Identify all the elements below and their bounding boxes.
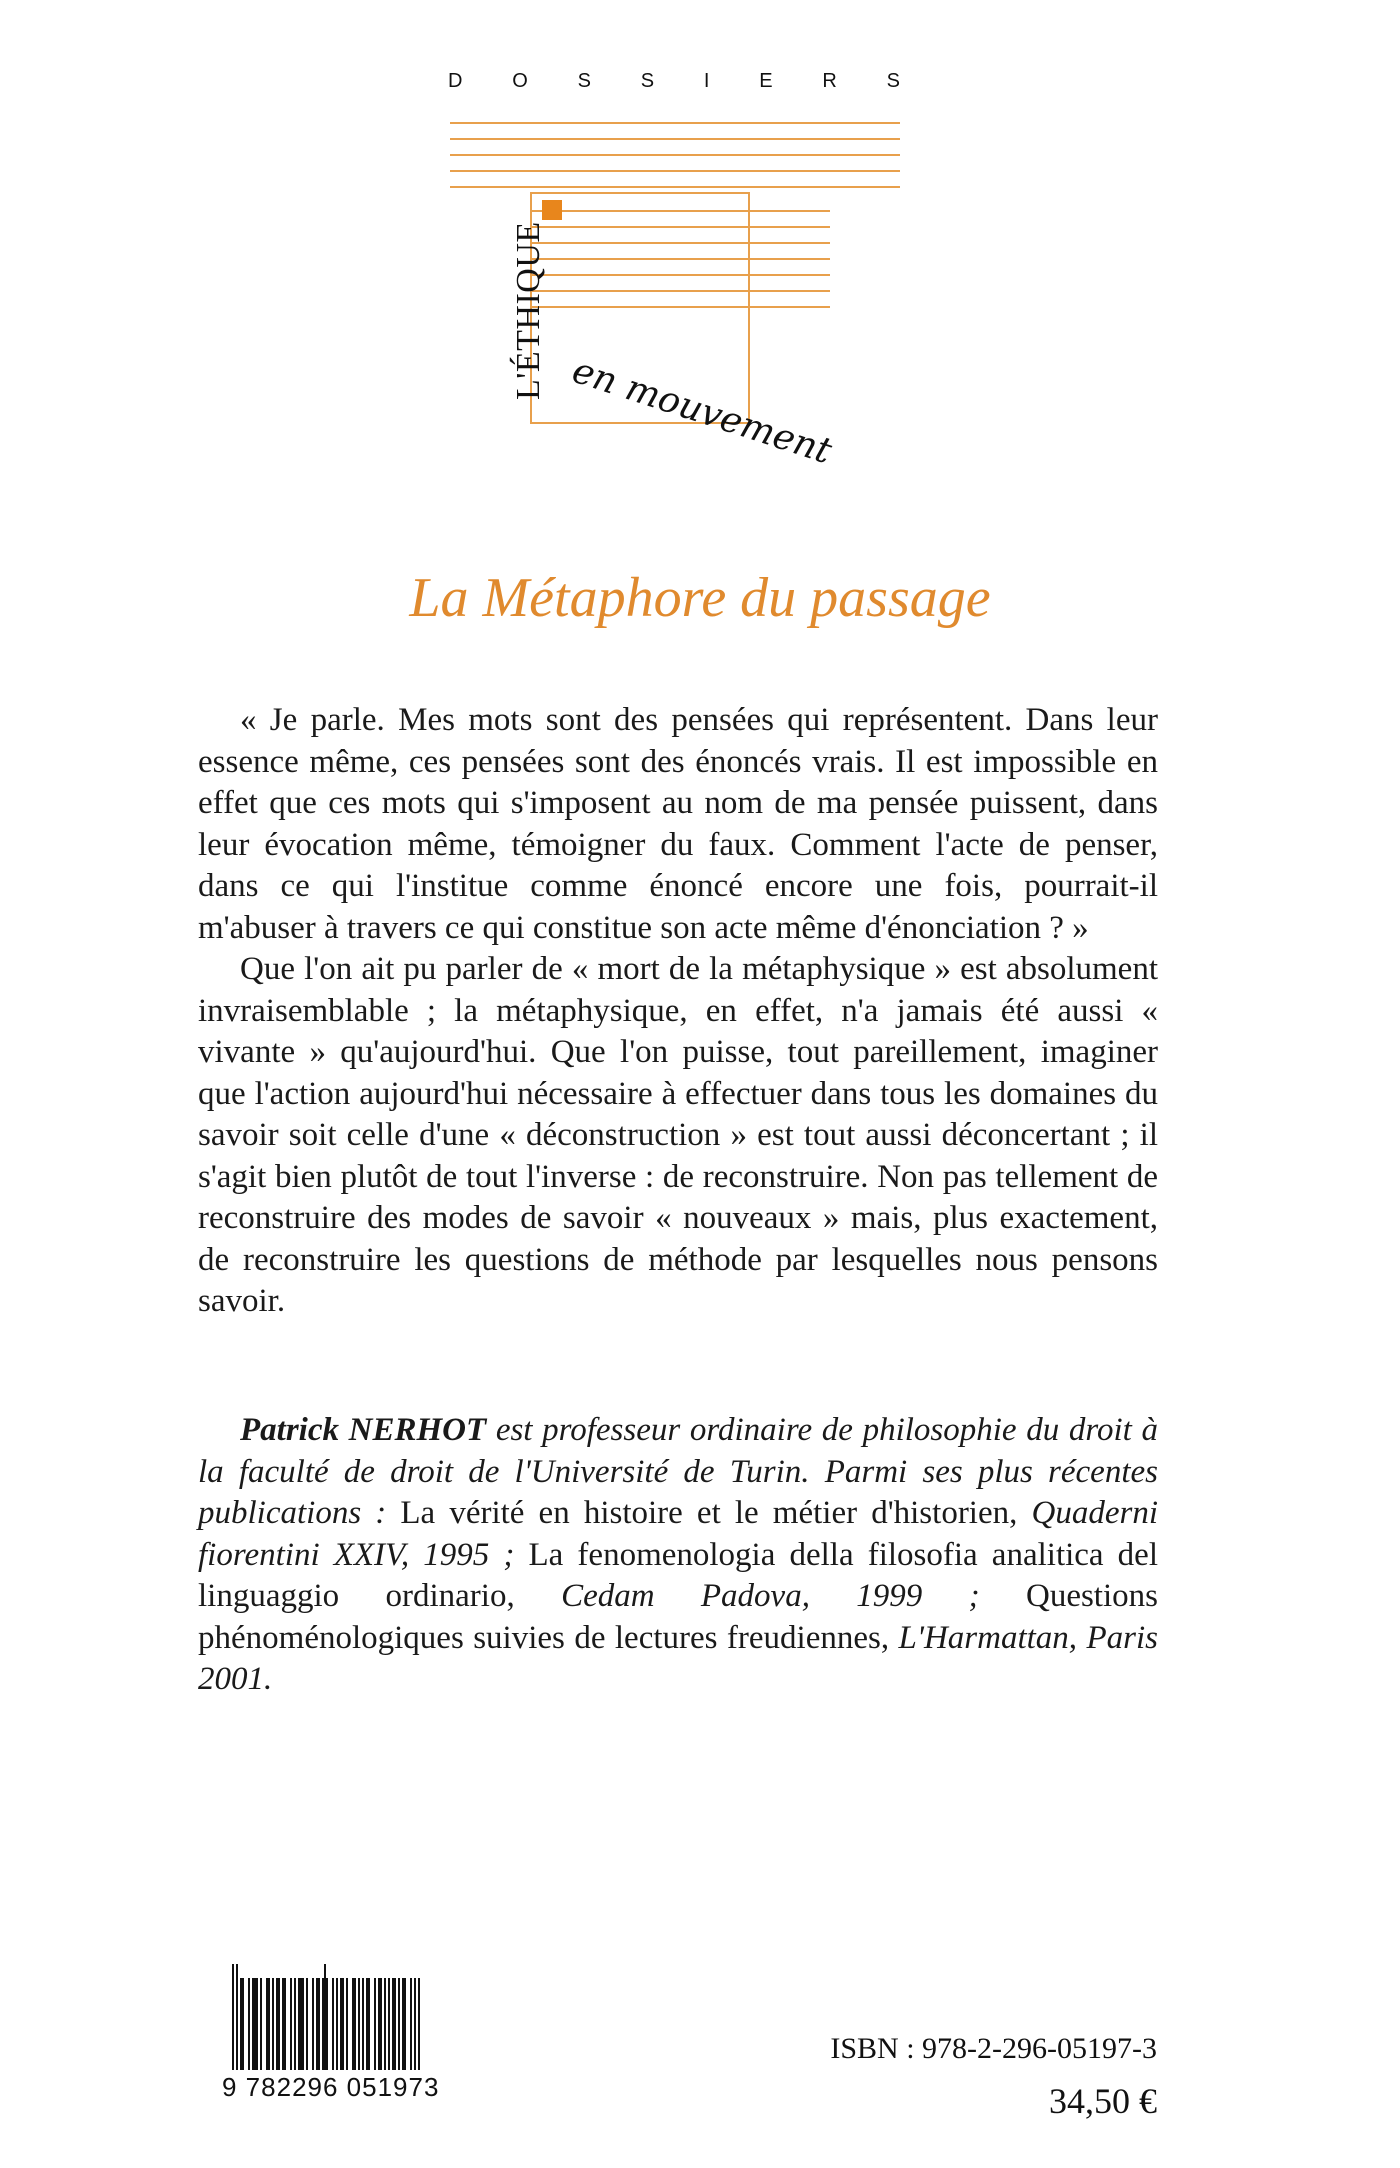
barcode [222, 1964, 454, 2103]
series-letter: E [759, 70, 773, 92]
publication-title: La vérité en histoire et le métier d'historien, [400, 1495, 1018, 1531]
logo-stripe [530, 306, 830, 308]
logo-script-text: en mouvement [567, 350, 837, 473]
blurb-paragraph: Que l'on ait pu parler de « mort de la métaphysique » est absolument invraisemblable ; la métaphysique, en effet, n'a jamais été aussi « vivante » qu'aujourd'hui. Que l'on puisse, tout pareillement, imaginer que l'action aujourd'hui nécessaire à effectuer dans tous les domaines du savoir soit celle d'une « déconstruction » est tout aussi déconcertant ; il s'agit bien plutôt de tout l'inverse : de reconstruire. Non pas tellement de reconstruire des modes de savoir « nouveaux » mais, plus exactement, de reconstruire les questions de méthode par lesquelles nous pensons savoir. [198, 951, 1158, 1319]
logo-stripe [530, 242, 830, 244]
logo-stripe [450, 138, 900, 140]
author-bio-paragraph [198, 1410, 1158, 1701]
book-title: La Métaphore du passage [409, 567, 991, 629]
publication-source: L'Harmattan, Paris 2001. [198, 1619, 1158, 1697]
collection-logo [450, 122, 900, 473]
isbn: ISBN : 978-2-296-05197-3 [830, 2032, 1157, 2065]
logo-stripe [530, 226, 830, 228]
author-bio-intro: est professeur ordinaire de philosophie du droit à la faculté de droit de l'Université de Turin. Parmi ses plus récentes publications : [198, 1412, 1158, 1531]
price: 34,50 € [1049, 2081, 1157, 2121]
series-letter: S [577, 70, 591, 92]
series-label [448, 70, 900, 93]
author-bio [198, 1410, 1158, 1701]
publication-source: Quaderni fiorentini XXIV, 1995 ; [198, 1495, 1158, 1573]
series-letter: O [512, 70, 528, 92]
logo-stripe [450, 170, 900, 172]
series-letter: S [886, 70, 900, 92]
logo-stripe [530, 258, 830, 260]
barcode-bar [418, 1978, 420, 2070]
logo-stripe [530, 290, 830, 292]
logo-stripe [530, 210, 830, 212]
author-name: Patrick NERHOT [240, 1412, 487, 1448]
logo-stripe [450, 154, 900, 156]
publication-source: Cedam Padova, 1999 ; [514, 1578, 1026, 1614]
series-letter: R [822, 70, 837, 92]
blurb-quote: « Je parle. Mes mots sont des pensées qui représentent. Dans leur essence même, ces pensées sont des énoncés vrais. Il est impossible en effet que ces mots qui s'imposent au nom de ma pensée puissent, dans leur évocation même, témoigner du faux. Comment l'acte de penser, dans ce qui l'institue comme énoncé encore une fois, pourrait-il m'abuser à travers ce qui constitue son acte même d'énonciation ? » [198, 702, 1158, 946]
publication-title: Questions phénoménologiques suivies de lectures freudiennes, [198, 1578, 1158, 1656]
series-letter: I [703, 70, 710, 92]
logo-stripe [450, 122, 900, 124]
logo-stripe [450, 186, 900, 188]
blurb [198, 700, 1158, 1323]
barcode-bars [232, 1964, 454, 2070]
series-letter: D [448, 70, 463, 92]
publication-title: La fenomenologia della filosofia analitica del linguaggio ordinario, [198, 1536, 1159, 1614]
series-letter: S [640, 70, 655, 92]
logo-stripe [530, 274, 830, 276]
barcode-digits: 9 782296 051973 [222, 2072, 440, 2102]
logo-vertical-title: L'ÉTHIQUE [510, 221, 547, 400]
